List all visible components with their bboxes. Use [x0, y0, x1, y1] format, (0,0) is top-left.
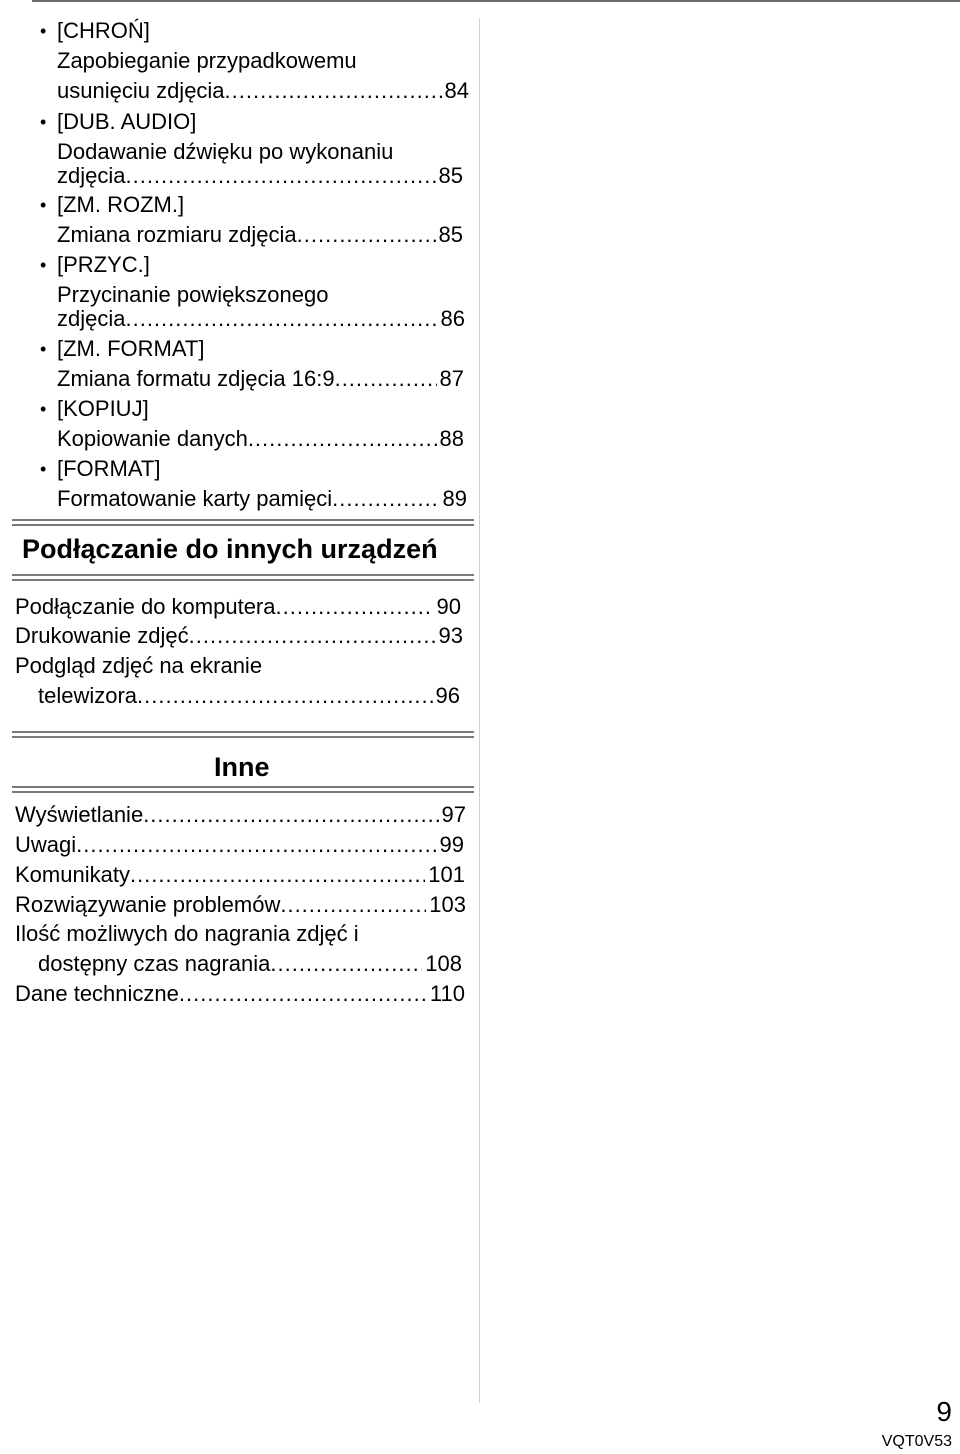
leader-dots	[280, 890, 426, 920]
toc-entry[interactable]	[57, 220, 463, 250]
bullet-title: [KOPIUJ]	[57, 396, 149, 421]
page-ref: 103	[429, 892, 466, 917]
leader-dots	[225, 76, 442, 106]
page-ref: 93	[438, 623, 463, 648]
bullet-desc: zdjęcia	[57, 163, 126, 188]
page-ref: 88	[439, 426, 464, 451]
document-code: VQT0V53	[881, 1433, 952, 1450]
page-ref: 87	[439, 366, 464, 391]
page-ref: 84	[444, 78, 469, 103]
bullet-icon: •	[40, 21, 47, 41]
leader-dots	[76, 830, 436, 860]
bullet-title: [ZM. FORMAT]	[57, 336, 205, 361]
bullet-desc: zdjęcia	[57, 306, 126, 331]
bullet-title: [CHROŃ]	[57, 18, 150, 43]
page-ref: 99	[439, 832, 464, 857]
page-ref: 108	[425, 951, 462, 976]
bullet-icon: •	[40, 459, 47, 479]
entry-text: Podłączanie do komputera	[15, 594, 276, 619]
bullet-desc: Kopiowanie danych	[57, 426, 248, 451]
bullet-desc: Zmiana rozmiaru zdjęcia	[57, 222, 297, 247]
leader-dots	[130, 860, 425, 890]
section-rule	[12, 519, 474, 526]
entry-text: Drukowanie zdjęć	[15, 623, 189, 648]
leader-dots	[179, 979, 427, 1009]
toc-entry[interactable]	[57, 76, 469, 106]
entry-text: dostępny czas nagrania	[38, 951, 271, 976]
section-rule	[12, 786, 474, 793]
bullet-desc: Formatowanie karty pamięci	[57, 486, 333, 511]
bullet-desc: Zmiana formatu zdjęcia 16:9	[57, 366, 335, 391]
leader-dots	[297, 220, 436, 250]
bullet-icon: •	[40, 112, 47, 132]
bullet-desc: Przycinanie powiększonego	[57, 282, 329, 307]
bullet-desc: Dodawanie dźwięku po wykonaniu	[57, 139, 394, 164]
bullet-icon: •	[40, 339, 47, 359]
column-divider	[479, 18, 480, 1403]
entry-text: Uwagi	[15, 832, 77, 857]
toc-entry[interactable]	[57, 161, 463, 191]
page-ref: 90	[436, 594, 461, 619]
page-ref: 96	[435, 683, 460, 708]
entry-text: Ilość możliwych do nagrania zdjęć i	[15, 921, 359, 946]
page-ref: 110	[429, 981, 465, 1006]
leader-dots	[189, 621, 436, 651]
bullet-icon: •	[40, 399, 47, 419]
entry-text: Dane techniczne	[15, 981, 179, 1006]
leader-dots	[125, 161, 435, 191]
toc-entry[interactable]	[15, 979, 465, 1009]
page-number: 9	[936, 1396, 952, 1427]
page-ref: 85	[438, 163, 463, 188]
leader-dots	[332, 484, 439, 514]
bullet-icon: •	[40, 255, 47, 275]
top-rule	[32, 0, 960, 2]
toc-entry[interactable]	[38, 949, 462, 979]
toc-entry[interactable]	[15, 621, 463, 651]
leader-dots	[270, 949, 422, 979]
page-ref: 97	[441, 802, 466, 827]
toc-entry[interactable]	[57, 424, 464, 454]
entry-text: telewizora	[38, 683, 138, 708]
toc-entry[interactable]	[15, 860, 465, 890]
bullet-icon: •	[40, 195, 47, 215]
leader-dots	[335, 364, 437, 394]
leader-dots	[125, 304, 437, 334]
toc-entry[interactable]	[38, 681, 460, 711]
entry-text: Podgląd zdjęć na ekranie	[15, 653, 263, 678]
leader-dots	[248, 424, 437, 454]
bullet-title: [PRZYC.]	[57, 252, 150, 277]
leader-dots	[143, 800, 438, 830]
toc-entry[interactable]	[15, 800, 466, 830]
bullet-title: [FORMAT]	[57, 456, 161, 481]
section-rule	[12, 731, 474, 738]
leader-dots	[276, 592, 434, 622]
entry-text: Wyświetlanie	[15, 802, 144, 827]
page-ref: 101	[428, 862, 465, 887]
toc-entry[interactable]	[57, 304, 465, 334]
bullet-title: [ZM. ROZM.]	[57, 192, 185, 217]
bullet-title: [DUB. AUDIO]	[57, 109, 197, 134]
entry-text: Komunikaty	[15, 862, 130, 887]
toc-entry[interactable]	[15, 592, 461, 622]
section-title: Podłączanie do innych urządzeń	[22, 534, 438, 564]
toc-entry[interactable]	[57, 484, 467, 514]
bullet-desc: usunięciu zdjęcia	[57, 78, 225, 103]
section-rule	[12, 574, 474, 581]
toc-entry[interactable]	[57, 364, 464, 394]
page-ref: 89	[442, 486, 467, 511]
bullet-desc: Zapobieganie przypadkowemu	[57, 48, 357, 73]
section-title: Inne	[214, 752, 270, 782]
toc-entry[interactable]	[15, 830, 464, 860]
page-ref: 86	[440, 306, 465, 331]
entry-text: Rozwiązywanie problemów	[15, 892, 281, 917]
toc-entry[interactable]	[15, 890, 466, 920]
leader-dots	[137, 681, 432, 711]
page-ref: 85	[438, 222, 463, 247]
